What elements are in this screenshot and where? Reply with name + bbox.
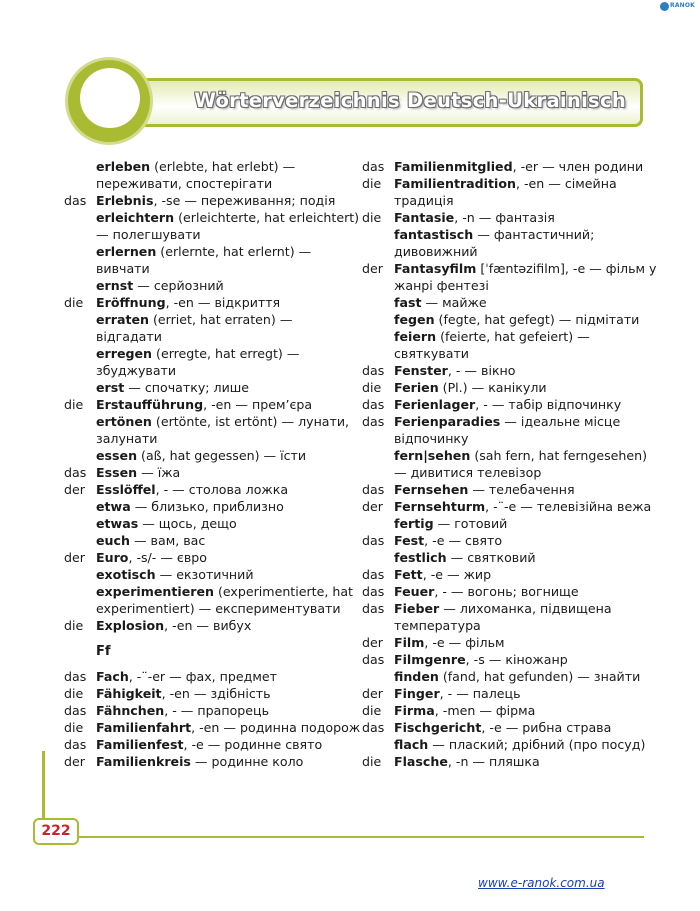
- entry-headword: Filmgenre: [394, 652, 466, 667]
- entry-definition: — святковий: [446, 550, 536, 565]
- entry-definition: — родинне коло: [190, 754, 304, 769]
- dictionary-entry: [62, 532, 362, 549]
- entry-definition: , -e — родинне свято: [183, 737, 323, 752]
- dictionary-entry: [62, 498, 362, 515]
- entry-definition: , -s/- — євро: [128, 550, 207, 565]
- entry-article: das: [362, 397, 385, 412]
- entry-headword: Euro: [96, 550, 129, 565]
- entry-article: das: [64, 465, 87, 480]
- entry-article: das: [362, 567, 385, 582]
- title-banner: [120, 78, 643, 127]
- entry-headword: Fieber: [394, 601, 440, 616]
- entry-headword: Finger: [394, 686, 440, 701]
- entry-article: der: [64, 754, 85, 769]
- entry-headword: exotisch: [96, 567, 156, 582]
- entry-list-f-continued: [360, 158, 660, 770]
- entry-headword: erleichtern: [96, 210, 175, 225]
- entry-definition: (erlebte, hat erlebt) — переживати, спостерігати: [96, 159, 296, 191]
- entry-headword: Erlebnis: [96, 193, 154, 208]
- entry-definition: (fand, hat gefunden) — знайти: [438, 669, 641, 684]
- entry-headword: Esslöffel: [96, 482, 156, 497]
- dictionary-entry: [62, 243, 362, 277]
- entry-headword: Familienfest: [96, 737, 184, 752]
- dictionary-entry: [360, 719, 660, 736]
- dictionary-entry: [360, 260, 660, 294]
- entry-article: das: [362, 652, 385, 667]
- dictionary-entry: [62, 481, 362, 498]
- entry-definition: (experimentierte, hat experimentiert) — експериментувати: [96, 584, 353, 616]
- entry-headword: etwas: [96, 516, 139, 531]
- entry-article: das: [64, 193, 87, 208]
- entry-article: der: [64, 550, 85, 565]
- entry-article: die: [64, 686, 84, 701]
- dictionary-entry: [62, 668, 362, 685]
- entry-definition: — вам, вас: [129, 533, 206, 548]
- left-column: [62, 158, 362, 770]
- publisher-url-link[interactable]: www.e-ranok.com.ua: [478, 876, 605, 890]
- entry-headword: erlernen: [96, 244, 157, 259]
- entry-headword: fantastisch: [394, 227, 474, 242]
- entry-definition: — серйозний: [133, 278, 224, 293]
- entry-headword: Explosion: [96, 618, 165, 633]
- dictionary-entry: [360, 379, 660, 396]
- entry-article: die: [362, 754, 382, 769]
- entry-article: das: [362, 482, 385, 497]
- entry-headword: Fantasie: [394, 210, 455, 225]
- entry-headword: Familientradition: [394, 176, 516, 191]
- entry-definition: — ідеальне місце відпочинку: [394, 414, 621, 446]
- entry-headword: Fähigkeit: [96, 686, 162, 701]
- entry-definition: , -e — фільм: [424, 635, 505, 650]
- dictionary-entry: [360, 600, 660, 634]
- entry-headword: Fett: [394, 567, 423, 582]
- dictionary-entry: [360, 158, 660, 175]
- dictionary-entry: [62, 515, 362, 532]
- entry-definition: , -n — фантазія: [454, 210, 555, 225]
- entry-article: die: [362, 703, 382, 718]
- entry-headword: feiern: [394, 329, 437, 344]
- entry-headword: Ferienparadies: [394, 414, 501, 429]
- dictionary-entry: [62, 447, 362, 464]
- entry-article: die: [362, 380, 382, 395]
- entry-headword: erleben: [96, 159, 151, 174]
- entry-headword: Fernsehen: [394, 482, 469, 497]
- entry-definition: , -se — переживання; подія: [153, 193, 336, 208]
- entry-headword: Fenster: [394, 363, 448, 378]
- dictionary-entry: [360, 736, 660, 753]
- entry-definition: , - — вікно: [447, 363, 516, 378]
- dictionary-entry: [360, 753, 660, 770]
- dictionary-entry: [62, 753, 362, 770]
- entry-headword: finden: [394, 669, 439, 684]
- dictionary-entry: [360, 362, 660, 379]
- dictionary-entry: [360, 396, 660, 413]
- entry-headword: experimentieren: [96, 584, 214, 599]
- entry-definition: , -s — кіножанр: [465, 652, 568, 667]
- decorative-circle-inner: [80, 68, 140, 128]
- dictionary-entry: [62, 702, 362, 719]
- entry-headword: Ferienlager: [394, 397, 476, 412]
- entry-headword: Firma: [394, 703, 435, 718]
- entry-headword: flach: [394, 737, 429, 752]
- dictionary-entry: [360, 685, 660, 702]
- entry-definition: (erregte, hat erregt) — збуджувати: [96, 346, 300, 378]
- footer-rule: [62, 836, 644, 838]
- dictionary-entry: [360, 515, 660, 532]
- dictionary-entry: [62, 736, 362, 753]
- entry-definition: , -¨-er — фах, предмет: [128, 669, 277, 684]
- dictionary-entry: [360, 583, 660, 600]
- publisher-logo: [660, 2, 694, 12]
- entry-definition: [ˈfæntəzifilm], -e — фільм у жанрі фентезі: [394, 261, 657, 293]
- entry-headword: festlich: [394, 550, 447, 565]
- entry-headword: fern|sehen: [394, 448, 471, 463]
- entry-definition: , - — вогонь; вогнище: [434, 584, 579, 599]
- entry-headword: fast: [394, 295, 422, 310]
- entry-headword: Essen: [96, 465, 138, 480]
- entry-list-e: [62, 158, 362, 634]
- dictionary-entry: [62, 277, 362, 294]
- dictionary-entry: [360, 498, 660, 515]
- entry-article: der: [362, 686, 383, 701]
- entry-headword: Feuer: [394, 584, 435, 599]
- dictionary-entry: [62, 464, 362, 481]
- page-number-badge: [33, 818, 79, 845]
- dictionary-entry: [62, 413, 362, 447]
- entry-definition: (fegte, hat gefegt) — підмітати: [434, 312, 640, 327]
- entry-headword: Fach: [96, 669, 129, 684]
- entry-headword: euch: [96, 533, 130, 548]
- dictionary-entry: [62, 379, 362, 396]
- entry-article: der: [362, 499, 383, 514]
- dictionary-entry: [62, 396, 362, 413]
- entry-definition: — готовий: [433, 516, 508, 531]
- entry-article: das: [362, 533, 385, 548]
- entry-headword: Fernsehturm: [394, 499, 486, 514]
- entry-headword: erst: [96, 380, 125, 395]
- entry-definition: — щось, дещо: [138, 516, 237, 531]
- entry-definition: , - — прапорець: [164, 703, 270, 718]
- entry-article: die: [64, 397, 84, 412]
- dictionary-entry: [360, 294, 660, 311]
- entry-definition: , -¨-e — телевізійна вежа: [485, 499, 652, 514]
- entry-article: die: [64, 720, 84, 735]
- entry-article: das: [362, 720, 385, 735]
- entry-definition: — майже: [421, 295, 487, 310]
- entry-definition: (erlernte, hat erlernt) — вивчати: [96, 244, 312, 276]
- entry-headword: Familienfahrt: [96, 720, 192, 735]
- dictionary-entry: [62, 685, 362, 702]
- dictionary-entry: [360, 311, 660, 328]
- entry-definition: , -en — прем’єра: [203, 397, 313, 412]
- entry-definition: (aß, hat gegessen) — їсти: [137, 448, 307, 463]
- logo-mark-icon: [660, 2, 669, 11]
- entry-article: das: [64, 737, 87, 752]
- dictionary-entry: [360, 702, 660, 719]
- entry-headword: fertig: [394, 516, 434, 531]
- entry-definition: , -en — родинна подорож: [191, 720, 361, 735]
- entry-headword: Flasche: [394, 754, 448, 769]
- dictionary-entry: [62, 549, 362, 566]
- right-column: [360, 158, 660, 770]
- entry-headword: Ferien: [394, 380, 439, 395]
- entry-definition: — близько, приблизно: [130, 499, 284, 514]
- dictionary-entry: [360, 566, 660, 583]
- entry-definition: , -e — свято: [424, 533, 503, 548]
- entry-definition: — плаский; дрібний (про посуд): [428, 737, 646, 752]
- entry-article: der: [64, 482, 85, 497]
- dictionary-entry: [62, 583, 362, 617]
- entry-definition: , - — палець: [439, 686, 521, 701]
- entry-definition: (Pl.) — канікули: [438, 380, 547, 395]
- entry-definition: , -en — відкриття: [165, 295, 281, 310]
- entry-definition: (ertönte, ist ertönt) — лунати, залунати: [96, 414, 350, 446]
- dictionary-entry: [360, 532, 660, 549]
- dictionary-entry: [62, 311, 362, 345]
- entry-definition: , -er — член родини: [512, 159, 644, 174]
- dictionary-entry: [62, 719, 362, 736]
- page-number: 222: [41, 823, 71, 839]
- entry-article: die: [64, 295, 84, 310]
- entry-article: das: [362, 414, 385, 429]
- entry-definition: (erriet, hat erraten) — відгадати: [96, 312, 293, 344]
- entry-definition: , - — столова ложка: [155, 482, 289, 497]
- entry-headword: erraten: [96, 312, 149, 327]
- dictionary-entry: [360, 651, 660, 668]
- entry-definition: — фантастичний; дивовижний: [394, 227, 595, 259]
- section-letter: Ff: [96, 644, 111, 659]
- dictionary-entry: [360, 328, 660, 362]
- entry-article: die: [64, 618, 84, 633]
- entry-definition: , - — табір відпочинку: [475, 397, 622, 412]
- logo-text: RANOK: [670, 2, 696, 9]
- entry-definition: , -n — пляшка: [447, 754, 540, 769]
- dictionary-entry: [360, 413, 660, 447]
- entry-article: der: [362, 635, 383, 650]
- entry-headword: Fischgericht: [394, 720, 482, 735]
- entry-definition: (feierte, hat gefeiert) — святкувати: [394, 329, 590, 361]
- entry-definition: — лихоманка, підвищена температура: [394, 601, 612, 633]
- entry-article: das: [362, 601, 385, 616]
- entry-article: das: [362, 159, 385, 174]
- entry-list-f: [62, 668, 362, 770]
- dictionary-entry: [360, 668, 660, 685]
- entry-headword: etwa: [96, 499, 131, 514]
- margin-rule: [42, 751, 45, 819]
- entry-headword: Eröffnung: [96, 295, 166, 310]
- dictionary-entry: [62, 158, 362, 192]
- entry-definition: — спочатку; лише: [124, 380, 250, 395]
- entry-definition: , -men — фірма: [434, 703, 536, 718]
- entry-headword: ertönen: [96, 414, 152, 429]
- entry-article: das: [362, 584, 385, 599]
- entry-headword: Fantasyfilm: [394, 261, 477, 276]
- entry-headword: Film: [394, 635, 425, 650]
- dictionary-entry: [62, 192, 362, 209]
- entry-headword: Familienkreis: [96, 754, 191, 769]
- dictionary-entry: [62, 294, 362, 311]
- entry-definition: — телебачення: [468, 482, 575, 497]
- entry-definition: — їжа: [137, 465, 181, 480]
- entry-definition: , -en — здібність: [161, 686, 271, 701]
- dictionary-entry: [360, 447, 660, 481]
- entry-headword: fegen: [394, 312, 435, 327]
- dictionary-entry: [62, 209, 362, 243]
- entry-definition: , -e — жир: [422, 567, 492, 582]
- entry-definition: , -e — рибна страва: [481, 720, 612, 735]
- entry-definition: , -en — вибух: [164, 618, 252, 633]
- entry-headword: Erstaufführung: [96, 397, 204, 412]
- entry-article: die: [362, 176, 382, 191]
- dictionary-entry: [62, 617, 362, 634]
- entry-article: das: [362, 363, 385, 378]
- dictionary-entry: [360, 549, 660, 566]
- entry-article: das: [64, 703, 87, 718]
- entry-headword: Familienmitglied: [394, 159, 513, 174]
- dictionary-entry: [62, 345, 362, 379]
- entry-headword: erregen: [96, 346, 153, 361]
- dictionary-entry: [360, 209, 660, 226]
- dictionary-entry: [360, 226, 660, 260]
- entry-definition: , -en — сімейна традиція: [394, 176, 617, 208]
- entry-definition: — екзотичний: [155, 567, 254, 582]
- dictionary-entry: [62, 566, 362, 583]
- entry-article: der: [362, 261, 383, 276]
- dictionary-entry: [360, 481, 660, 498]
- dictionary-entry: [360, 175, 660, 209]
- entry-article: die: [362, 210, 382, 225]
- entry-definition: (sah fern, hat ferngesehen) — дивитися телевізор: [394, 448, 648, 480]
- entry-headword: essen: [96, 448, 138, 463]
- entry-definition: (erleichterte, hat erleichtert) — полегшувати: [96, 210, 360, 242]
- entry-headword: Fähnchen: [96, 703, 165, 718]
- entry-article: das: [64, 669, 87, 684]
- entry-headword: ernst: [96, 278, 134, 293]
- entry-headword: Fest: [394, 533, 425, 548]
- page-title: Wörterverzeichnis Deutsch-Ukrainisch: [194, 89, 626, 112]
- dictionary-entry: [360, 634, 660, 651]
